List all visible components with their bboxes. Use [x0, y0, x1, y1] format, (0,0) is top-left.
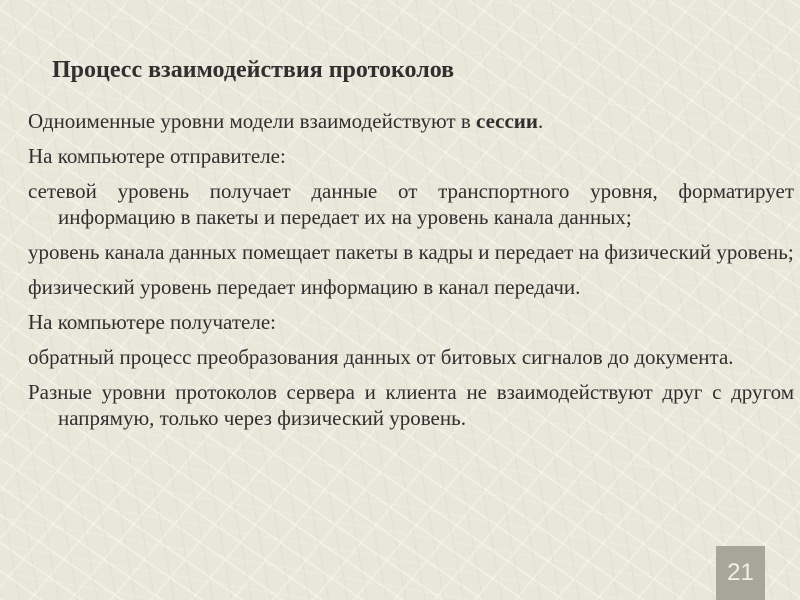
slide-content	[28, 108, 794, 440]
paragraph-1-bold: сессии	[476, 109, 539, 133]
paragraph-6: На компьютере получателе:	[28, 310, 276, 334]
page-number-badge	[716, 546, 765, 600]
paragraph-5: физический уровень передает информацию в канал передачи.	[28, 275, 581, 299]
slide-title: Процесс взаимодействия протоколов	[52, 57, 455, 83]
paragraph-3: сетевой уровень получает данные от транспортного уровня, форматирует информацию в пакеты и передает их на уровень канала данных;	[28, 179, 794, 229]
page-number: 21	[727, 559, 754, 586]
paragraph-4: уровень канала данных помещает пакеты в кадры и передает на физический уровень;	[28, 240, 794, 264]
paragraph-1-after: .	[538, 109, 544, 133]
paragraph-2: На компьютере отправителе:	[28, 144, 286, 168]
paragraph-1-text: Одноименные уровни модели взаимодействуют в	[28, 109, 477, 133]
paragraph-7: обратный процесс преобразования данных от битовых сигналов до документа.	[28, 345, 734, 369]
paragraph-8: Разные уровни протоколов сервера и клиента не взаимодействуют друг с другом напрямую, только через физический уровень.	[28, 380, 794, 430]
paragraph-1	[28, 108, 794, 134]
